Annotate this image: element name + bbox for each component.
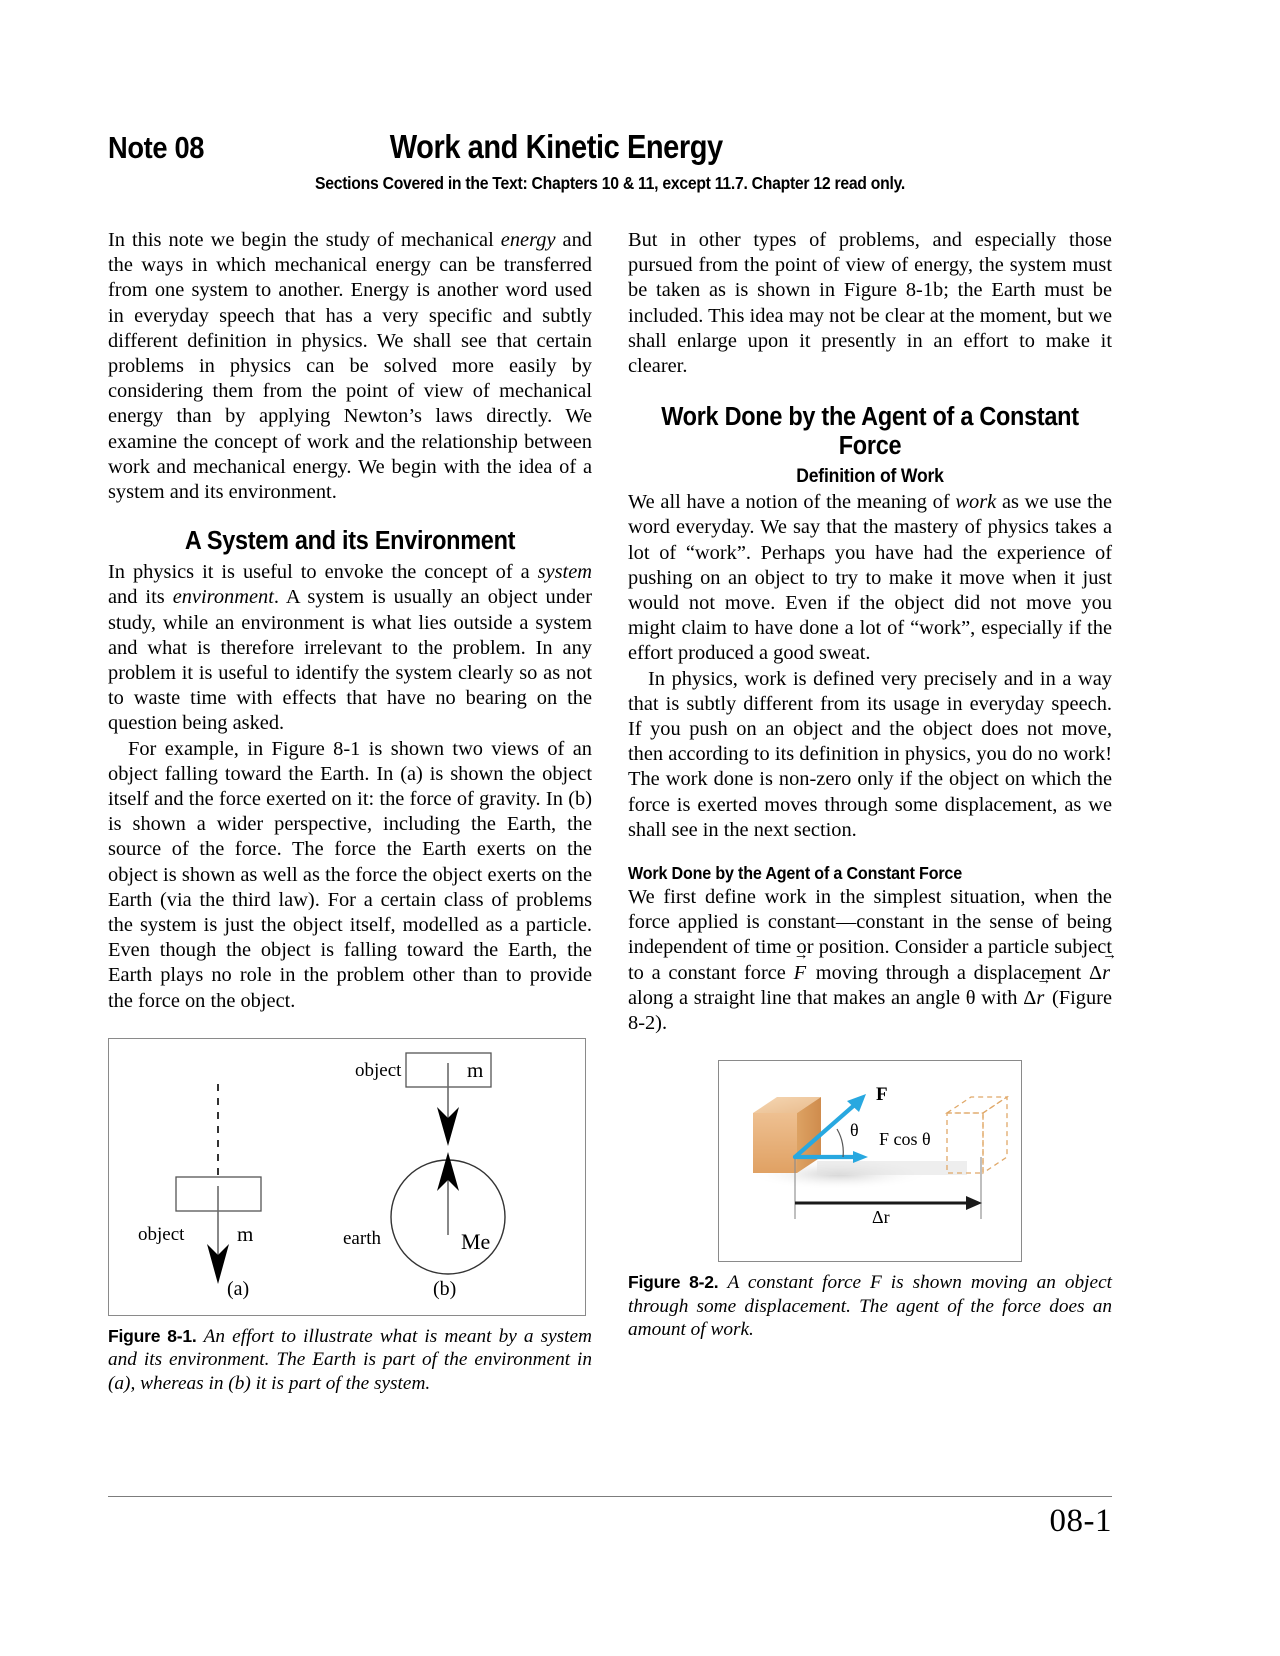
page-title: Work and Kinetic Energy [389, 128, 723, 165]
header-title-row [108, 128, 1112, 166]
subsection-heading-definition-of-work: Definition of Work [796, 465, 944, 488]
label-angle-theta: θ [850, 1120, 859, 1141]
label-force-component: F cos θ [879, 1129, 931, 1150]
figure-8-1-box [108, 1038, 586, 1316]
label-displacement: Δr [872, 1207, 890, 1228]
paragraph-figure-example: For example, in Figure 8-1 is shown two views of an object falling toward the Earth. In (a) is shown the object itself and the force exerted on it: the force of gravity. In (b) is shown a wider perspective, including the Earth, the source of the force. The force the Earth exerts on the object is shown as well as the force the object exerts on the Earth (via the third law). For a certain class of problems the system is just the object itself, modelled as a particle. Even though the object is falling toward the Earth, the Earth plays no role in the problem other than to provide the force on the object. [108, 737, 592, 1012]
paragraph-notion-of-work [628, 490, 1112, 666]
text-part-c: along a straight line that makes an angle θ with [628, 986, 1024, 1009]
paragraph-system-definition [108, 560, 592, 736]
figure-8-2-caption-text: A constant force F is shown moving an object through some displacement. The agent of the force does an amount of work. [628, 1272, 1112, 1341]
italic-system: system [537, 561, 592, 584]
header-subtitle: Sections Covered in the Text: Chapters 10 & 11, except 11.7. Chapter 12 read only. [314, 173, 906, 193]
section-heading-system-environment: A System and its Environment [184, 527, 516, 556]
text-part-b: and its [108, 586, 173, 609]
right-column [628, 228, 1112, 1395]
figure-8-1-caption [108, 1325, 592, 1396]
figure-8-2-caption [628, 1271, 1112, 1342]
text-part-b: as we use the word everyday. We say that the mastery of physics takes a lot of “work”. Perhaps you have had the experience of pushing on an object to try to make it move when it just would not move. Even if the object did not move you might claim to have done a lot of “work”, especially if the effort produced a good sweat. [628, 491, 1112, 665]
minihead-work-constant-force: Work Done by the Agent of a Constant Force [628, 863, 962, 884]
vector-r-symbol-1: r → [1102, 961, 1112, 986]
label-object-a: object [138, 1223, 185, 1245]
figure-8-1-caption-text: An effort to illustrate what is meant by a system and its environment. The Earth is part of the environment in (a), whereas in (b) it is part of the system. [108, 1325, 592, 1394]
text-part-c: . A system is usually an object under study, while an environment is what lies outside a system and what is therefore irrelevant to the problem. In any problem it is useful to identify the system clearly so as not to waste time with effects that have no bearing on the question being asked. [108, 586, 592, 735]
paragraph-constant-force-definition [628, 885, 1112, 1036]
text-part-a: We all have a notion of the meaning of [628, 491, 956, 514]
page-footer [108, 1496, 1112, 1540]
text-part-d: (Figure 8-2). [628, 986, 1113, 1035]
text-part-b: moving through a displacement [808, 961, 1089, 984]
delta-symbol-1: Δ [1088, 961, 1103, 984]
panel-letter-b: (b) [433, 1277, 457, 1300]
footer-divider [108, 1496, 1112, 1497]
label-mass-b: m [467, 1057, 484, 1082]
page-number: 08-1 [1049, 1503, 1112, 1539]
box-front-face [753, 1113, 797, 1173]
section-heading-work-constant-force: Work Done by the Agent of a Constant Force [661, 403, 1079, 461]
paragraph-work-precise: In physics, work is defined very precisely and in a way that is subtly different from its usage in everyday speech. If you push on an object and the object does not move, then according to its definition in physics, you do no work! The work done is non-zero only if the object on which the force is exerted moves through some displacement, as we shall see in the next section. [628, 667, 1112, 841]
left-column [108, 228, 592, 1395]
label-mass-a: m [237, 1221, 254, 1246]
note-id: Note 08 [108, 130, 205, 165]
angle-arc [837, 1129, 843, 1157]
italic-work: work [955, 491, 997, 514]
ground-strip [817, 1161, 967, 1175]
label-object-b: object [355, 1059, 402, 1081]
document-header [108, 128, 1112, 194]
paragraph-intro: In this note we begin the study of mechanical energy and the ways in which mechanical energy can be transferred from one system to another. Energy is another word used in everyday speech that has a very specific and subtly different definition in physics. We shall see that certain problems in physics can be solved more easily by considering them from the point of view of mechanical energy than by applying Newton’s laws directly. We examine the concept of work and the relationship between work and mechanical energy. We begin with the idea of a system and its environment. [108, 229, 592, 504]
label-force-F: F [876, 1084, 888, 1106]
label-earth: earth [343, 1227, 381, 1249]
figure-8-2-caption-label: Figure 8-2. [628, 1272, 719, 1293]
vector-r-symbol-2: r → [1036, 986, 1046, 1011]
figure-8-1-drawing [109, 1039, 583, 1313]
italic-energy: energy [500, 229, 556, 251]
label-earth-mass: Me [461, 1228, 491, 1254]
figure-8-2-wrapper [628, 1060, 1112, 1342]
delta-symbol-2: Δ [1023, 986, 1037, 1009]
figure-8-2-drawing [719, 1061, 1019, 1259]
panel-letter-a: (a) [227, 1277, 250, 1300]
figure-8-1-caption-label: Figure 8-1. [108, 1325, 197, 1346]
paragraph-other-problems: But in other types of problems, and especially those pursued from the point of view of energy, the system must be taken as is shown in Figure 8-1b; the Earth must be included. This idea may not be clear at the moment, but we shall enlarge upon it presently in an effort to make it clearer. [628, 229, 1112, 378]
figure-8-1-wrapper [108, 1038, 592, 1396]
two-column-body [108, 228, 1112, 1395]
italic-environment: environment [172, 586, 274, 609]
text-part-a: In physics it is useful to envoke the concept of a [108, 561, 538, 584]
text-part-a: We first define work in the simplest situation, when the force applied is constant—constant in the sense of being independent of time or position. Consider a particle subject to a constant force [628, 886, 1112, 984]
vector-F-symbol: F → [794, 961, 808, 986]
figure-8-2-box [718, 1060, 1022, 1262]
displacement-arrowhead [966, 1196, 982, 1210]
